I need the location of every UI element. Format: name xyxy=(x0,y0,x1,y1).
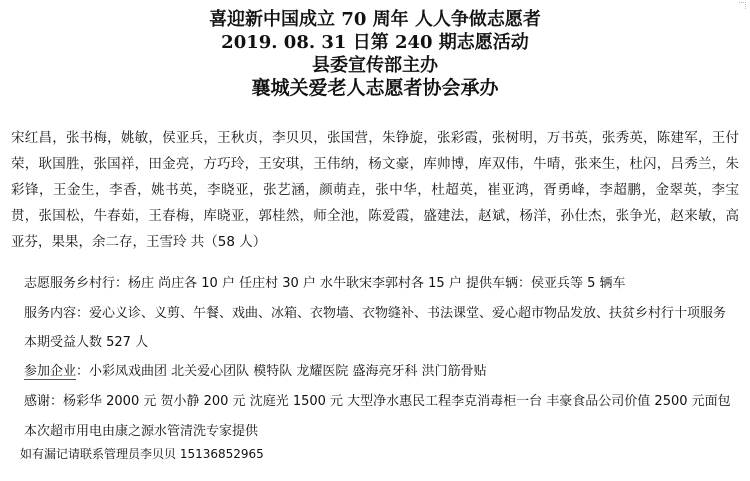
volunteer-names: 宋红昌，张书梅，姚敏，侯亚兵，王秋贞，李贝贝，张国营，朱铮旋，张彩霞，张树明，万书英，张秀英，陈建军，王付荣，耿国胜，张国祥，田金亮，方巧玲，王安琪，王伟纳，杨文豪，库帅博，库双伟，牛晴，张来生，杜闪，吕秀兰，朱彩锋，王金生，李香，姚书英，李晓亚，张艺涵，颜萌垚，张中华，杜超英，崔亚鸿，胥勇峰，李超鹏，金翠英，李宝贯，张国松，牛春茹，王春梅，库晓亚，郭桂然，师全池，陈爱霞，盛建法，赵斌，杨洋，孙仕杰，张争光，赵来敏，高亚芬，果果，余二存，王雪玲 共（58 人） xyxy=(11,130,739,250)
service-content-line: 服务内容：爱心义诊、义剪、午餐、戏曲、冰箱、衣物墙、衣物缝补、书法课堂、爱心超市物品发放、扶贫乡村行十项服务 xyxy=(24,306,727,321)
beneficiaries-line: 本期受益人数 527 人 xyxy=(24,335,149,350)
supermarket-line: 本次超市用电由康之源水管清洗专家提供 xyxy=(24,424,259,439)
title-line-2: 2019. 08. 31 日第 240 期志愿活动 xyxy=(221,32,529,53)
enterprises-label: 参加企业 xyxy=(24,364,77,379)
contact-line: 如有漏记请联系管理员李贝贝 15136852965 xyxy=(20,447,264,461)
enterprises-list: ：小彩凤戏曲团 北关爱心团队 模特队 龙耀医院 盛海亮牙科 洪门筋骨贴 xyxy=(76,364,487,379)
thanks-line: 感谢：杨彩华 2000 元 贺小静 200 元 沈庭光 1500 元 大型净水惠民工程李克消毒柜一台 丰豪食品公司价值 2500 元面包 xyxy=(24,394,731,409)
service-village-line: 志愿服务乡村行：杨庄 尚庄各 10 户 任庄村 30 户 水牛耿宋李郭村各 15 户 提供车辆：侯亚兵等 5 辆车 xyxy=(24,276,626,291)
title-line-4: 襄城关爱老人志愿者协会承办 xyxy=(251,77,499,99)
title-line-1: 喜迎新中国成立 70 周年 人人争做志愿者 xyxy=(209,9,541,30)
enterprises-line xyxy=(24,360,487,379)
title-line-3: 县委宣传部主办 xyxy=(312,55,438,76)
corner-dotted-mark xyxy=(739,2,746,9)
